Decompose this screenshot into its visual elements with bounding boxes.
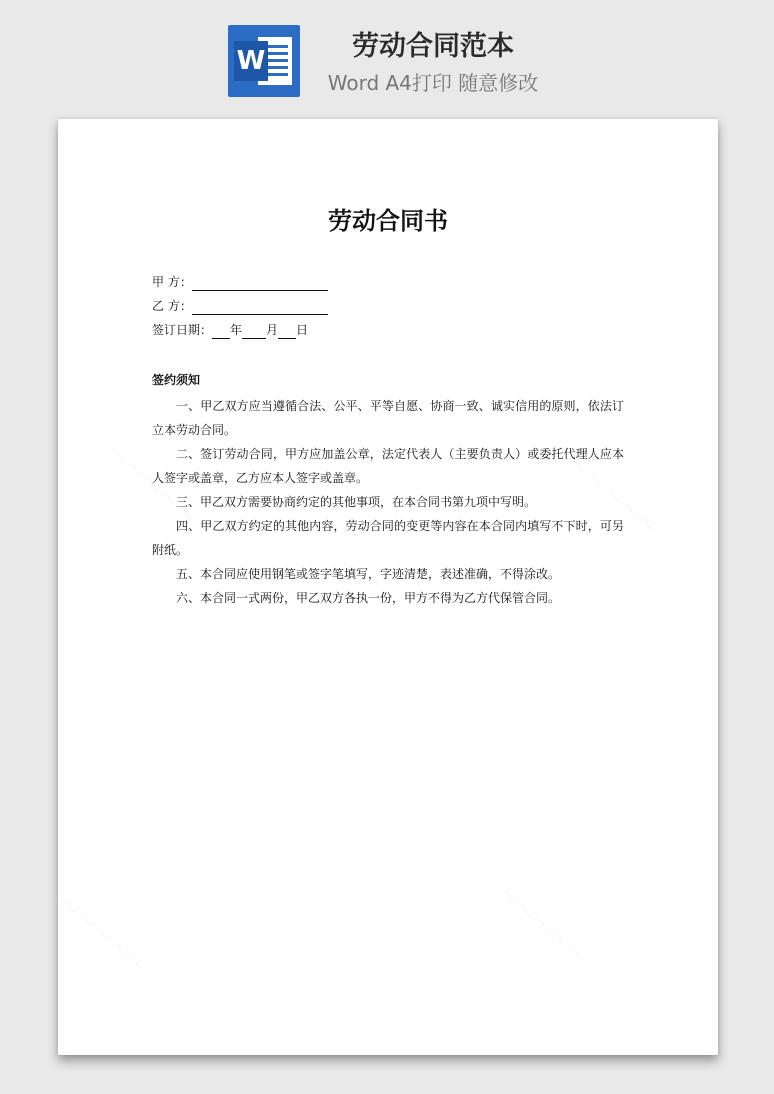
header-title: 劳动合同范本 bbox=[352, 31, 514, 62]
day-label: 日 bbox=[296, 323, 309, 337]
header bbox=[0, 0, 774, 118]
notice-title: 签约须知 bbox=[152, 373, 201, 387]
watermark bbox=[491, 877, 595, 971]
signing-date-field bbox=[152, 321, 308, 339]
year-label: 年 bbox=[230, 323, 243, 337]
month-label: 月 bbox=[266, 323, 279, 337]
notice-paragraph: 五、本合同应使用钢笔或签字笔填写，字迹清楚，表述准确，不得涂改。 bbox=[176, 567, 561, 581]
notice-paragraph: 六、本合同一式两份，甲乙双方各执一份，甲方不得为乙方代保管合同。 bbox=[176, 591, 561, 605]
party-b-label: 乙 方： bbox=[152, 299, 192, 313]
party-a-field bbox=[152, 273, 328, 291]
party-a-blank[interactable] bbox=[192, 276, 328, 291]
month-blank[interactable] bbox=[242, 324, 266, 339]
word-logo-icon bbox=[228, 25, 300, 97]
header-subtitle: Word A4打印 随意修改 bbox=[327, 71, 539, 95]
day-blank[interactable] bbox=[278, 324, 296, 339]
signing-date-label: 签订日期： bbox=[152, 323, 213, 337]
party-a-label: 甲 方： bbox=[152, 275, 192, 289]
word-logo-letter: W bbox=[234, 41, 268, 81]
watermark bbox=[51, 887, 155, 981]
document-page bbox=[58, 119, 718, 1055]
party-b-field bbox=[152, 297, 328, 315]
notice-paragraph: 三、甲乙双方需要协商约定的其他事项，在本合同书第九项中写明。 bbox=[176, 495, 537, 509]
notice-paragraph: 二、签订劳动合同，甲方应加盖公章，法定代表人（主要负责人）或委托代理人应本人签字或盖章，乙方应本人签字或盖章。 bbox=[152, 447, 624, 485]
document-title: 劳动合同书 bbox=[328, 206, 448, 235]
party-b-blank[interactable] bbox=[192, 300, 328, 315]
notice-body bbox=[152, 394, 624, 610]
year-blank[interactable] bbox=[212, 324, 230, 339]
notice-paragraph: 一、甲乙双方应当遵循合法、公平、平等自愿、协商一致、诚实信用的原则，依法订立本劳动合同。 bbox=[152, 399, 624, 437]
notice-paragraph: 四、甲乙双方约定的其他内容，劳动合同的变更等内容在本合同内填写不下时，可另附纸。 bbox=[152, 519, 624, 557]
